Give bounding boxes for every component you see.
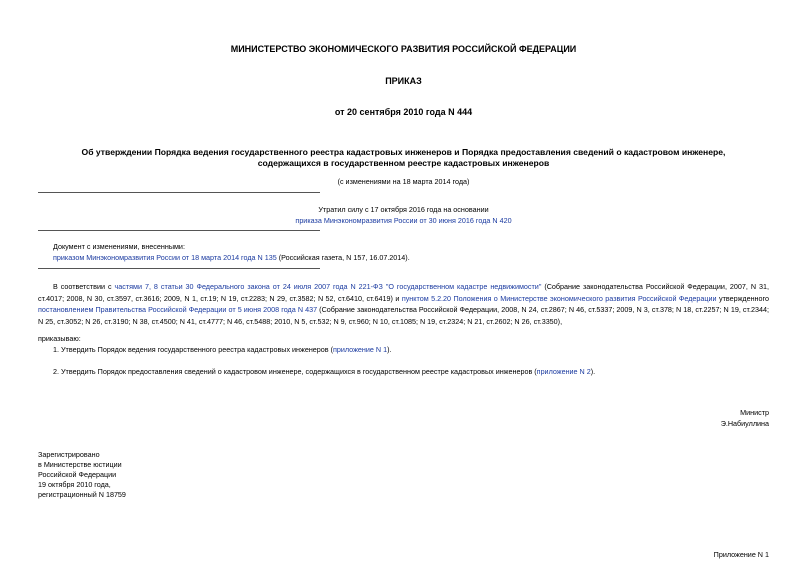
divider [38,192,320,193]
divider [38,230,320,231]
signature-position: Министр [740,408,769,417]
order-item-text: ). [387,345,392,354]
registration-number: регистрационный N 18759 [38,490,126,499]
amendment-source: (Российская газета, N 157, 16.07.2014). [276,253,410,262]
signature-name: Э.Набиуллина [720,419,769,428]
order-label: приказываю: [38,334,81,343]
amendment-order-link[interactable]: приказом Минэкономразвития России от 18 марта 2014 года N 135 [53,253,277,262]
expired-notice: Утратил силу с 17 октября 2016 года на основании [318,205,489,214]
appendix-1-link[interactable]: приложение N 1 [333,345,388,354]
amendments-label: Документ с изменениями, внесенными: [53,242,185,251]
registration-line2: в Министерстве юстиции [38,460,122,469]
document-date-number: от 20 сентября 2010 года N 444 [334,107,473,117]
amendments-line [53,252,410,263]
law-221fz-link[interactable]: частями 7, 8 статьи 30 Федерального закона от 24 июля 2007 года N 221-ФЗ "О государственном кадастре недвижимости" [114,282,542,291]
regulation-5-2-20-link[interactable]: пунктом 5.2.20 Положения о Министерстве экономического развития Российской Федерации [401,293,717,303]
preamble-text: В соответствии с [53,282,115,291]
order-item-2 [53,366,595,377]
registration-line3: Российской Федерации [38,470,117,479]
amendment-note: (с изменениями на 18 марта 2014 года) [337,177,470,186]
preamble-paragraph [38,281,769,327]
appendix-2-link[interactable]: приложение N 2 [536,367,591,376]
order-item-text: ). [590,367,596,376]
registration-line1: Зарегистрировано [38,450,100,459]
expired-order-link[interactable]: приказа Минэкономразвития России от 30 июня 2016 года N 420 [295,216,512,225]
registration-date: 19 октября 2010 года, [38,480,111,489]
appendix-heading: Приложение N 1 [713,550,769,559]
document-type: ПРИКАЗ [385,76,422,86]
government-decree-437-link[interactable]: постановлением Правительства Российской Федерации от 5 июня 2008 года N 437 [38,305,318,314]
order-item-text: 1. Утвердить Порядок ведения государственного реестра кадастровых инженеров ( [53,345,333,354]
preamble-text: (Собрание законодательства Российской Федерации, 2008, N 24, ст.2867; N 46, ст.5337; 2009, N 3, ст.378; N 18, ст.2257; N 19, ст.2344; N 25, ст.3052; N 26, ст.3190; N 38, ст.4500; N 41, ст.4777; N 46, ст.5488; 2010, N 5, ст.532; N 9, ст.960; N 10, ст.1085; N 19, ст.2324; N 21, ст.2602; N 26, ст.3350), [38,305,769,326]
ministry-title: МИНИСТЕРСТВО ЭКОНОМИЧЕСКОГО РАЗВИТИЯ РОССИЙСКОЙ ФЕДЕРАЦИИ [230,44,577,54]
expired-link-wrap [0,215,807,226]
divider [38,268,320,269]
preamble-text: (Собрание законодательства Российской Федерации, 2007, N 31, ст.4017; 2008, N 30, ст.3597, ст.3616; 2009, N 1, ст.19; N 19, ст.2283; N 29, ст.3582; N 52, ст.6410, ст.6419) и [38,282,769,303]
order-item-text: 2. Утвердить Порядок предоставления сведений о кадастровом инженере, содержащихся в государственном реестре кадастровых инженеров ( [53,367,537,376]
document-title-line1: Об утверждении Порядка ведения государственного реестра кадастровых инженеров и Порядка предоставления сведений о кадастровом инженере, [81,147,726,157]
order-item-1 [53,344,391,355]
preamble-text: утвержденного [716,293,769,303]
document-title-line2: содержащихся в государственном реестре кадастровых инженеров [257,158,550,168]
